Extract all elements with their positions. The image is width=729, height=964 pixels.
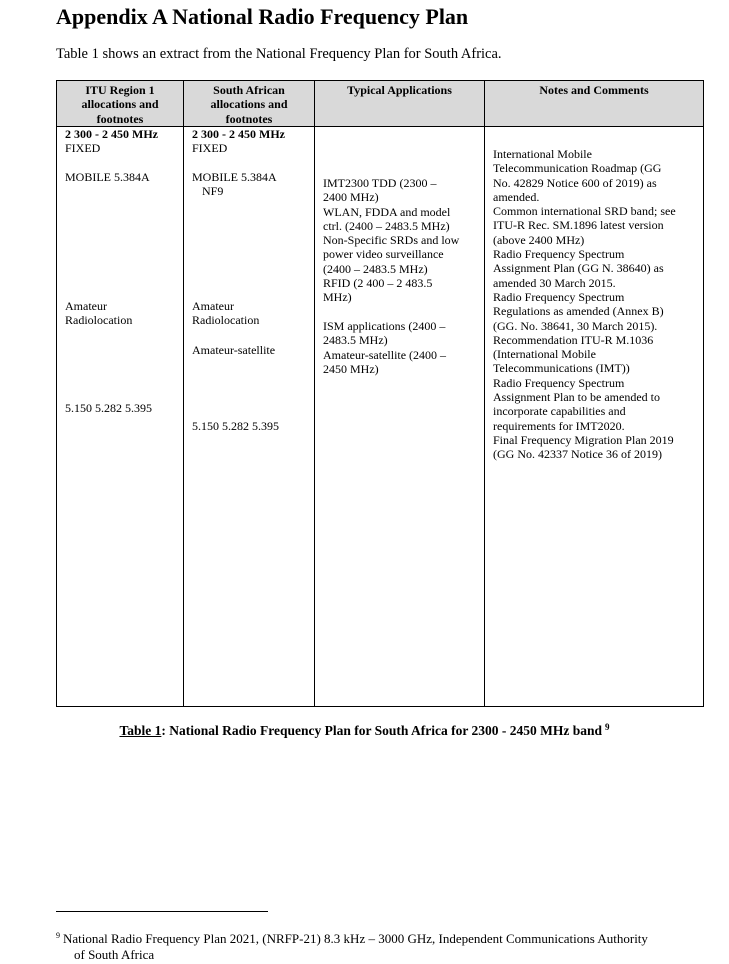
application-line: WLAN, FDDA and model (323, 204, 451, 219)
note-line: Radio Frequency Spectrum (493, 375, 625, 390)
footnote-line-2: of South Africa (74, 947, 155, 962)
note-line: ITU-R Rec. SM.1896 latest version (493, 218, 664, 233)
sa-mobile: MOBILE 5.384A (192, 170, 277, 184)
application-line: ISM applications (2400 – (323, 319, 446, 333)
caption-label: Table 1 (119, 723, 162, 738)
table-row (57, 127, 704, 707)
note-line: Radio Frequency Spectrum (493, 289, 625, 304)
note-line: Common international SRD band; see (493, 204, 676, 219)
footnote (56, 928, 726, 963)
note-line: Assignment Plan to be amended to (493, 390, 660, 405)
note-line: (above 2400 MHz) (493, 232, 585, 247)
intro-paragraph: Table 1 shows an extract from the National Frequency Plan for South Africa. (56, 46, 502, 62)
cell-sa-allocations (184, 127, 315, 707)
table-caption (0, 722, 729, 739)
itu-footnotes: 5.150 5.282 5.395 (65, 401, 152, 415)
header-line: Typical Applications (347, 83, 452, 97)
application-line: ctrl. (2400 – 2483.5 MHz) (323, 218, 450, 233)
sa-mobile-nf: NF9 (202, 184, 224, 199)
note-line: incorporate capabilities and (493, 404, 626, 419)
cell-typical-applications (315, 127, 485, 707)
note-line: Recommendation ITU-R M.1036 (493, 332, 654, 347)
note-line: Assignment Plan (GG N. 38640) as (493, 261, 664, 276)
note-line: Radio Frequency Spectrum (493, 247, 625, 262)
note-line: amended. (493, 189, 540, 204)
note-line: Final Frequency Migration Plan 2019 (493, 432, 674, 447)
application-line: 2483.5 MHz) (323, 333, 388, 348)
note-line: No. 42829 Notice 600 of 2019) as (493, 175, 657, 190)
application-line: 2450 MHz) (323, 361, 379, 376)
cell-notes-comments (485, 127, 704, 707)
note-line: International Mobile (493, 147, 592, 161)
application-line: Non-Specific SRDs and low (323, 233, 460, 248)
table-header-row (57, 81, 704, 127)
note-line: Telecommunications (IMT)) (493, 361, 630, 376)
header-line: footnotes (225, 111, 273, 126)
header-typical-applications (315, 81, 485, 127)
header-line: South African (213, 83, 285, 97)
header-line: allocations and (210, 97, 288, 112)
itu-amateur: Amateur (65, 299, 107, 313)
caption-text: : National Radio Frequency Plan for South Africa for 2300 - 2450 MHz band (161, 723, 603, 738)
header-south-african (184, 81, 315, 127)
application-line: MHz) (323, 290, 352, 305)
header-line: footnotes (96, 111, 144, 126)
note-line: requirements for IMT2020. (493, 418, 625, 433)
itu-mobile: MOBILE 5.384A (65, 170, 150, 184)
note-line: Regulations as amended (Annex B) (493, 304, 664, 319)
header-line: ITU Region 1 (85, 83, 155, 97)
itu-radiolocation: Radiolocation (65, 313, 133, 328)
note-line: (GG. No. 38641, 30 March 2015). (493, 318, 658, 333)
application-line: 2400 MHz) (323, 190, 379, 205)
footnote-mark: 9 (56, 931, 60, 940)
header-notes-comments (485, 81, 704, 127)
sa-fixed: FIXED (192, 141, 228, 156)
sa-amateur-satellite: Amateur-satellite (192, 343, 276, 357)
itu-fixed: FIXED (65, 141, 101, 156)
note-line: amended 30 March 2015. (493, 275, 616, 290)
sa-footnotes: 5.150 5.282 5.395 (192, 419, 279, 433)
note-line: Telecommunication Roadmap (GG (493, 161, 662, 176)
sa-amateur: Amateur (192, 299, 234, 313)
header-line: Notes and Comments (539, 83, 649, 97)
application-line: Amateur-satellite (2400 – (323, 347, 447, 362)
application-line: (2400 – 2483.5 MHz) (323, 261, 428, 276)
application-line: IMT2300 TDD (2300 – (323, 176, 437, 190)
application-line: power video surveillance (323, 247, 444, 262)
itu-band: 2 300 - 2 450 MHz (65, 127, 158, 141)
footnote-separator (56, 911, 268, 912)
note-line: (GG No. 42337 Notice 36 of 2019) (493, 447, 662, 462)
sa-radiolocation: Radiolocation (192, 313, 260, 328)
footnote-line-1: National Radio Frequency Plan 2021, (NRFP-21) 8.3 kHz – 3000 GHz, Independent Communications Authority (63, 931, 648, 946)
cell-itu-allocations (57, 127, 184, 707)
caption-footnote-ref: 9 (605, 722, 610, 732)
frequency-plan-table (56, 80, 704, 707)
application-line: RFID (2 400 – 2 483.5 (323, 276, 433, 291)
sa-band: 2 300 - 2 450 MHz (192, 127, 285, 141)
header-line: allocations and (81, 97, 159, 112)
header-itu-region-1 (57, 81, 184, 127)
note-line: (International Mobile (493, 347, 596, 362)
page-heading: Appendix A National Radio Frequency Plan (56, 4, 469, 29)
